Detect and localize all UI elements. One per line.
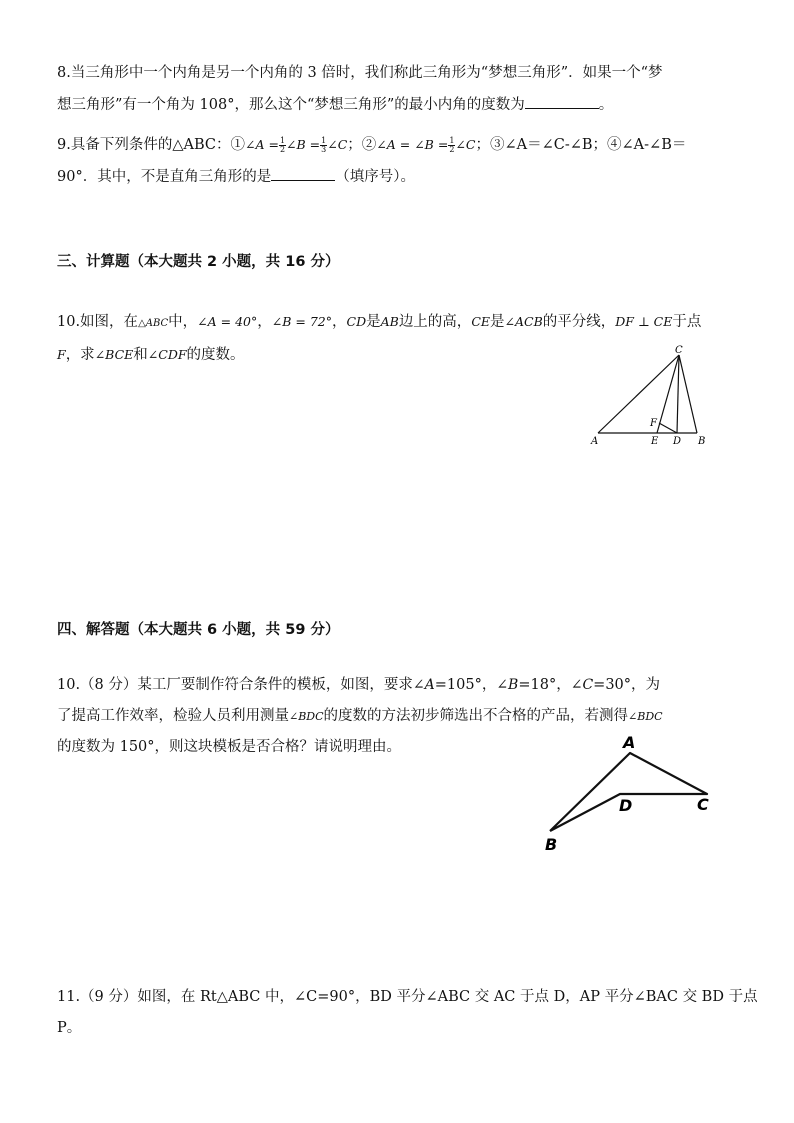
- q9-prefix: 9.具备下列条件的△ABC：①: [57, 137, 245, 153]
- q10b-label-c: C: [697, 795, 709, 814]
- q10a-label-c: C: [675, 345, 683, 356]
- q11-line-2: P。: [57, 1020, 82, 1036]
- q8-answer-blank[interactable]: [525, 94, 599, 109]
- q9-line-2: [57, 166, 415, 187]
- q10a-line-1: 10.如图，在△ABC中，∠A = 40°，∠B = 72°，CD是AB边上的高，CE是∠ACB的平分线，DF ⊥ CE于点: [57, 314, 702, 330]
- q10a-line-2: F，求∠BCE和∠CDF的度数。: [57, 347, 245, 363]
- q9-cond1-b: ∠B =: [286, 137, 321, 152]
- q10a-label-d: D: [673, 436, 682, 447]
- q9-cond1-frac2: $\frac{1}{3}$: [321, 135, 327, 154]
- q9-sep1: ；②: [347, 137, 377, 153]
- q10a-triangle-figure: [585, 342, 715, 452]
- q9-rest: ；③∠A＝∠C-∠B；④∠A-∠B＝: [475, 137, 687, 153]
- q10b-label-b: B: [545, 835, 558, 854]
- q10b-line-1: 10.（8 分）某工厂要制作符合条件的模板，如图，要求∠A=105°，∠B=18°，∠C=30°，为: [57, 677, 661, 693]
- q8-line-2-end: 。: [598, 97, 614, 113]
- q8-line-2: [57, 94, 613, 115]
- q10b-line-2: 了提高工作效率，检验人员利用测量∠BDC的度数的方法初步筛选出不合格的产品，若测得∠BDC: [57, 708, 663, 724]
- q9-cond1-c: ∠C: [327, 137, 348, 152]
- q10b-line-3: 的度数为 150°，则这块模板是否合格？请说明理由。: [57, 739, 402, 755]
- q8-line-2-text: 想三角形”有一个角为 108°，那么这个“梦想三角形”的最小内角的度数为: [57, 97, 525, 113]
- q9-cond2-frac: $\frac{1}{2}$: [449, 135, 455, 154]
- q9-answer-blank[interactable]: [271, 166, 335, 181]
- section-4-heading: 四、解答题（本大题共 6 小题，共 59 分）: [57, 622, 340, 638]
- section-3-heading: 三、计算题（本大题共 2 小题，共 16 分）: [57, 254, 340, 270]
- q10b-label-a: A: [623, 733, 636, 752]
- q9-cond1-a: ∠A =: [244, 137, 279, 152]
- q11-line-1: 11.（9 分）如图，在 Rt△ABC 中，∠C=90°，BD 平分∠ABC 交 AC 于点 D，AP 平分∠BAC 交 BD 于点: [57, 989, 758, 1005]
- q9-cond2-a: ∠A = ∠B =: [376, 137, 449, 152]
- q9-cond1-frac1: $\frac{1}{2}$: [279, 135, 286, 154]
- q10b-label-d: D: [619, 796, 633, 815]
- q10a-label-b: B: [698, 436, 706, 447]
- q9-line-2-text: 90°．其中，不是直角三角形的是: [57, 169, 272, 185]
- q9-line-2-end: （填序号）。: [335, 169, 415, 185]
- q9-cond2-c: ∠C: [455, 137, 476, 152]
- q10a-label-f: F: [650, 418, 657, 429]
- q10a-label-a: A: [591, 436, 599, 447]
- q9-line-1: [57, 135, 686, 155]
- q10a-label-e: E: [651, 436, 659, 447]
- q10b-template-figure: [535, 728, 725, 858]
- q8-line-1: 8.当三角形中一个内角是另一个内角的 3 倍时，我们称此三角形为“梦想三角形”．如果一个“梦: [57, 65, 663, 81]
